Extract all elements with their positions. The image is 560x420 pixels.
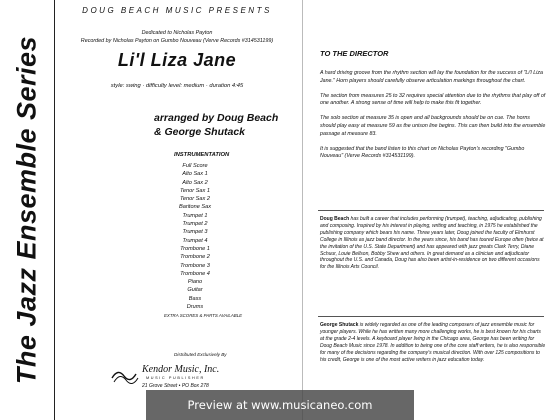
publisher-line: DOUG BEACH MUSIC PRESENTS (82, 6, 272, 15)
instrument-item: Tenor Sax 1 (180, 187, 210, 194)
instrument-item: Full Score (182, 163, 208, 169)
director-heading: TO THE DIRECTOR (320, 49, 389, 58)
instrument-item: Trumpet 1 (182, 212, 208, 219)
recorded-by: Recorded by Nicholas Payton on Gumbo Nouveau (Verve Records #314531199) (80, 38, 274, 44)
instrument-item: Trumpet 4 (182, 237, 208, 244)
bio-beach-name: Doug Beach (320, 216, 350, 222)
notes-page (306, 0, 560, 420)
section-divider (318, 210, 544, 211)
bio-doug-beach (320, 216, 546, 271)
song-title: Li'l Liza Jane (117, 50, 237, 70)
kendor-subtitle: MUSIC PUBLISHER (146, 376, 205, 380)
instrument-item: Trombone 3 (180, 262, 210, 269)
instrument-item: Trombone 1 (180, 245, 210, 252)
bio-george-shutack (320, 322, 546, 363)
cover-page (54, 0, 300, 420)
instrument-item: Baritone Sax (178, 204, 212, 211)
preview-watermark[interactable]: Preview at www.musicaneo.com (146, 390, 414, 420)
kendor-address: 21 Grove Street • PO Box 278 (142, 383, 209, 389)
instrument-item: Drums (186, 304, 204, 311)
instrumentation-heading: INSTRUMENTATION (174, 152, 230, 158)
style-line: style: swing · difficulty level: medium · duration 4:45 (110, 83, 244, 89)
bio-beach-text: has built a career that includes performing (trumpet), teaching, adjudicating, publishing and composing. Inspired by his interest in playing, writing and teaching, in 1975 he established the publishing company which bears his name. Three years later, Doug joined the faculty of Elmhurst College in Illinois as jazz band director. In the years since, his band has toured Europe often (twice at the invitation of the U.S. State Department) and has appeared with jazz greats Clark Terry, Diane Schuur, Louie Bellson, Bobby Shew and others. In great demand as a clinician and adjudicator throughout the U.S. and Canada, Doug has also been artist-in-residence on two different occasions for the Illinois Arts Council. (320, 216, 544, 271)
section-divider (318, 316, 544, 317)
director-notes (320, 70, 546, 161)
page-divider (302, 0, 303, 420)
instrument-item: Alto Sax 1 (182, 171, 208, 178)
instrument-item: Trumpet 2 (182, 221, 208, 228)
kendor-name: Kendor Music, Inc. (142, 364, 220, 375)
extra-scores-note: EXTRA SCORES & PARTS AVAILABLE (164, 313, 243, 318)
bio-shutack-name: George Shutack (320, 322, 359, 328)
director-paragraph: It is suggested that the band listen to this chart on Nicholas Payton's recording "Gumbo Nouveau" (Verve Records #314531199). (320, 145, 525, 160)
arranger-line-1: arranged by Doug Beach (154, 112, 279, 124)
bio-shutack-text: is widely regarded as one of the leading composers of jazz ensemble music for younger players. While he has written many more challenging works, he is best known for his charts at the grade 2-4 levels. A keyboard player living in the Chicago area, George has been writing for Doug Beach Music since 1978. In addition to being one of the core staff writers, he is also responsible for many of the decisions regarding the company's musical direction. With over 125 compositions to his credit, George is one of the most active writers in jazz education today. (320, 322, 546, 363)
series-title: The Jazz Ensemble Series (11, 35, 42, 385)
instrument-item: Bass (188, 295, 202, 302)
arrangers (154, 111, 278, 139)
instrument-item: Piano (187, 279, 203, 286)
director-paragraph: The section from measures 25 to 32 requires special attention due to the rhythms that play off of one another. A strong sense of time will help to make this fit together. (320, 92, 546, 107)
kendor-logo (110, 360, 230, 390)
instrument-item: Trombone 2 (180, 254, 210, 261)
instrument-item: Trombone 4 (180, 270, 210, 277)
dedication: Dedicated to Nicholas Payton (141, 30, 213, 36)
arranger-line-2: & George Shutack (154, 126, 246, 138)
director-paragraph: The solo section at measure 35 is open and all backgrounds should be on cue. The horns should play easy at measure 59 as the unison line begins. This can then build into the ensemble passage at measure 83. (320, 115, 546, 137)
instrument-item: Trumpet 3 (182, 229, 208, 236)
instrument-item: Alto Sax 2 (182, 179, 208, 186)
director-paragraph: A hard driving groove from the rhythm section will lay the foundation for the success of "Li'l Liza Jane." Horn players should carefully observe articulation markings throughout the chart. (320, 70, 543, 84)
distributed-by: Distributed Exclusively By (174, 352, 227, 357)
instrument-list (150, 162, 240, 311)
instrument-item: Guitar (187, 287, 203, 294)
instrument-item: Tenor Sax 2 (180, 196, 210, 203)
series-spine (0, 0, 55, 420)
